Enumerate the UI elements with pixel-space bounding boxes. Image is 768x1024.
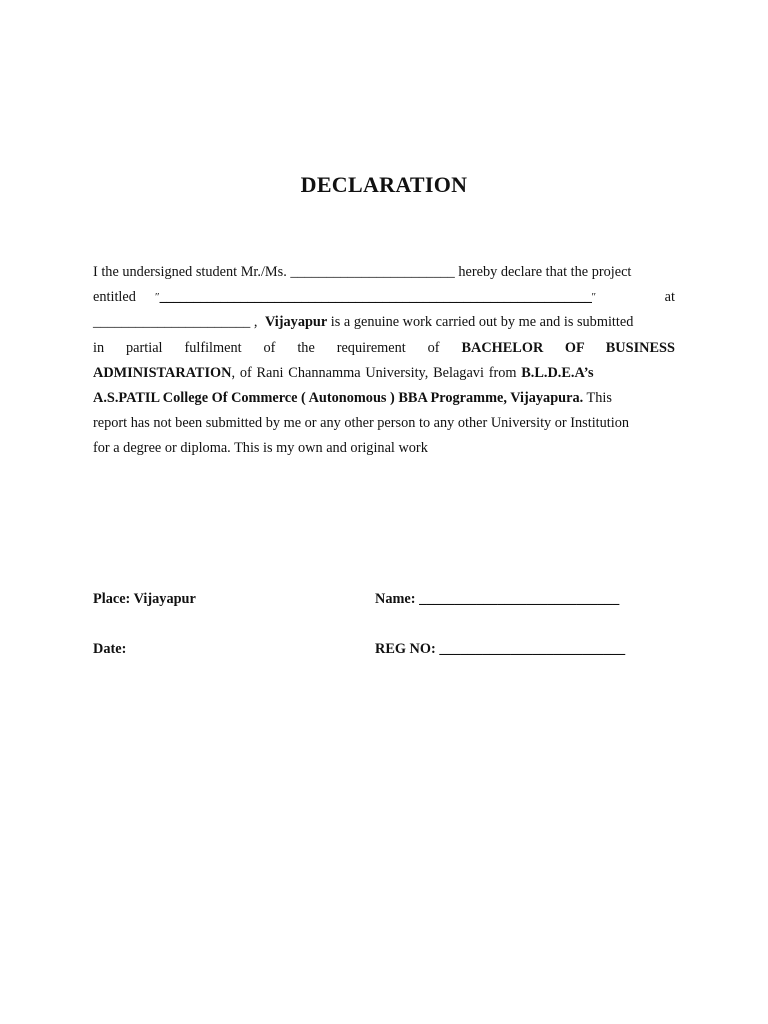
name-field-label: Name: ____________________________ (375, 591, 620, 607)
reg-no-label: REG NO: __________________________ (375, 641, 626, 657)
page-title: DECLARATION (300, 172, 468, 197)
paragraph-line-1 (93, 260, 675, 285)
paragraph-line-4 (93, 336, 675, 361)
place-vijayapur: Vijayapur (265, 314, 328, 330)
degree-name-part-1: BACHELOR OF BUSINESS (461, 340, 675, 356)
paragraph-line-3 (93, 310, 675, 335)
quote-close: ″ (591, 291, 597, 303)
college-name: A.S.PATIL College Of Commerce ( Autonomous ) BBA Programme, Vijayapura. (93, 390, 584, 406)
paragraph-line-5 (93, 361, 675, 386)
place-label: Place: Vijayapur (93, 591, 196, 607)
word-in: in (93, 340, 105, 356)
line-5-text: , of Rani Channamma University, Belagavi from (231, 365, 522, 381)
line-6-text: This (583, 390, 612, 406)
institution-abbrev: B.L.D.E.A’s (521, 365, 594, 381)
project-title-blank: ________________________________________________________________ (159, 289, 592, 305)
paragraph-line-6 (93, 386, 675, 411)
degree-name-part-2: ADMINISTARATION (93, 365, 232, 381)
date-label: Date: (93, 641, 127, 657)
word-requirement: requirement (336, 340, 406, 356)
paragraph-line-8 (93, 436, 675, 461)
word-of-2: of (427, 340, 440, 356)
word-the: the (297, 340, 315, 356)
paragraph-line-2 (93, 285, 675, 310)
word-fulfilment: fulfilment (184, 340, 242, 356)
line-3-rest: is a genuine work carried out by me and is submitted (327, 314, 634, 330)
quote-open: ″ (155, 291, 160, 303)
entitled-word: entitled (93, 289, 136, 305)
at-word: at (664, 289, 675, 305)
paragraph-line-7 (93, 411, 675, 436)
word-partial: partial (126, 340, 163, 356)
organization-blank: ______________________ , (93, 314, 258, 330)
line-7-text: report has not been submitted by me or any other person to any other University or Institution (93, 415, 630, 431)
line-8-text: for a degree or diploma. This is my own and original work (93, 440, 428, 456)
line-1-text: I the undersigned student Mr./Ms. _______________________ hereby declare that the project (93, 264, 632, 280)
word-of: of (263, 340, 276, 356)
